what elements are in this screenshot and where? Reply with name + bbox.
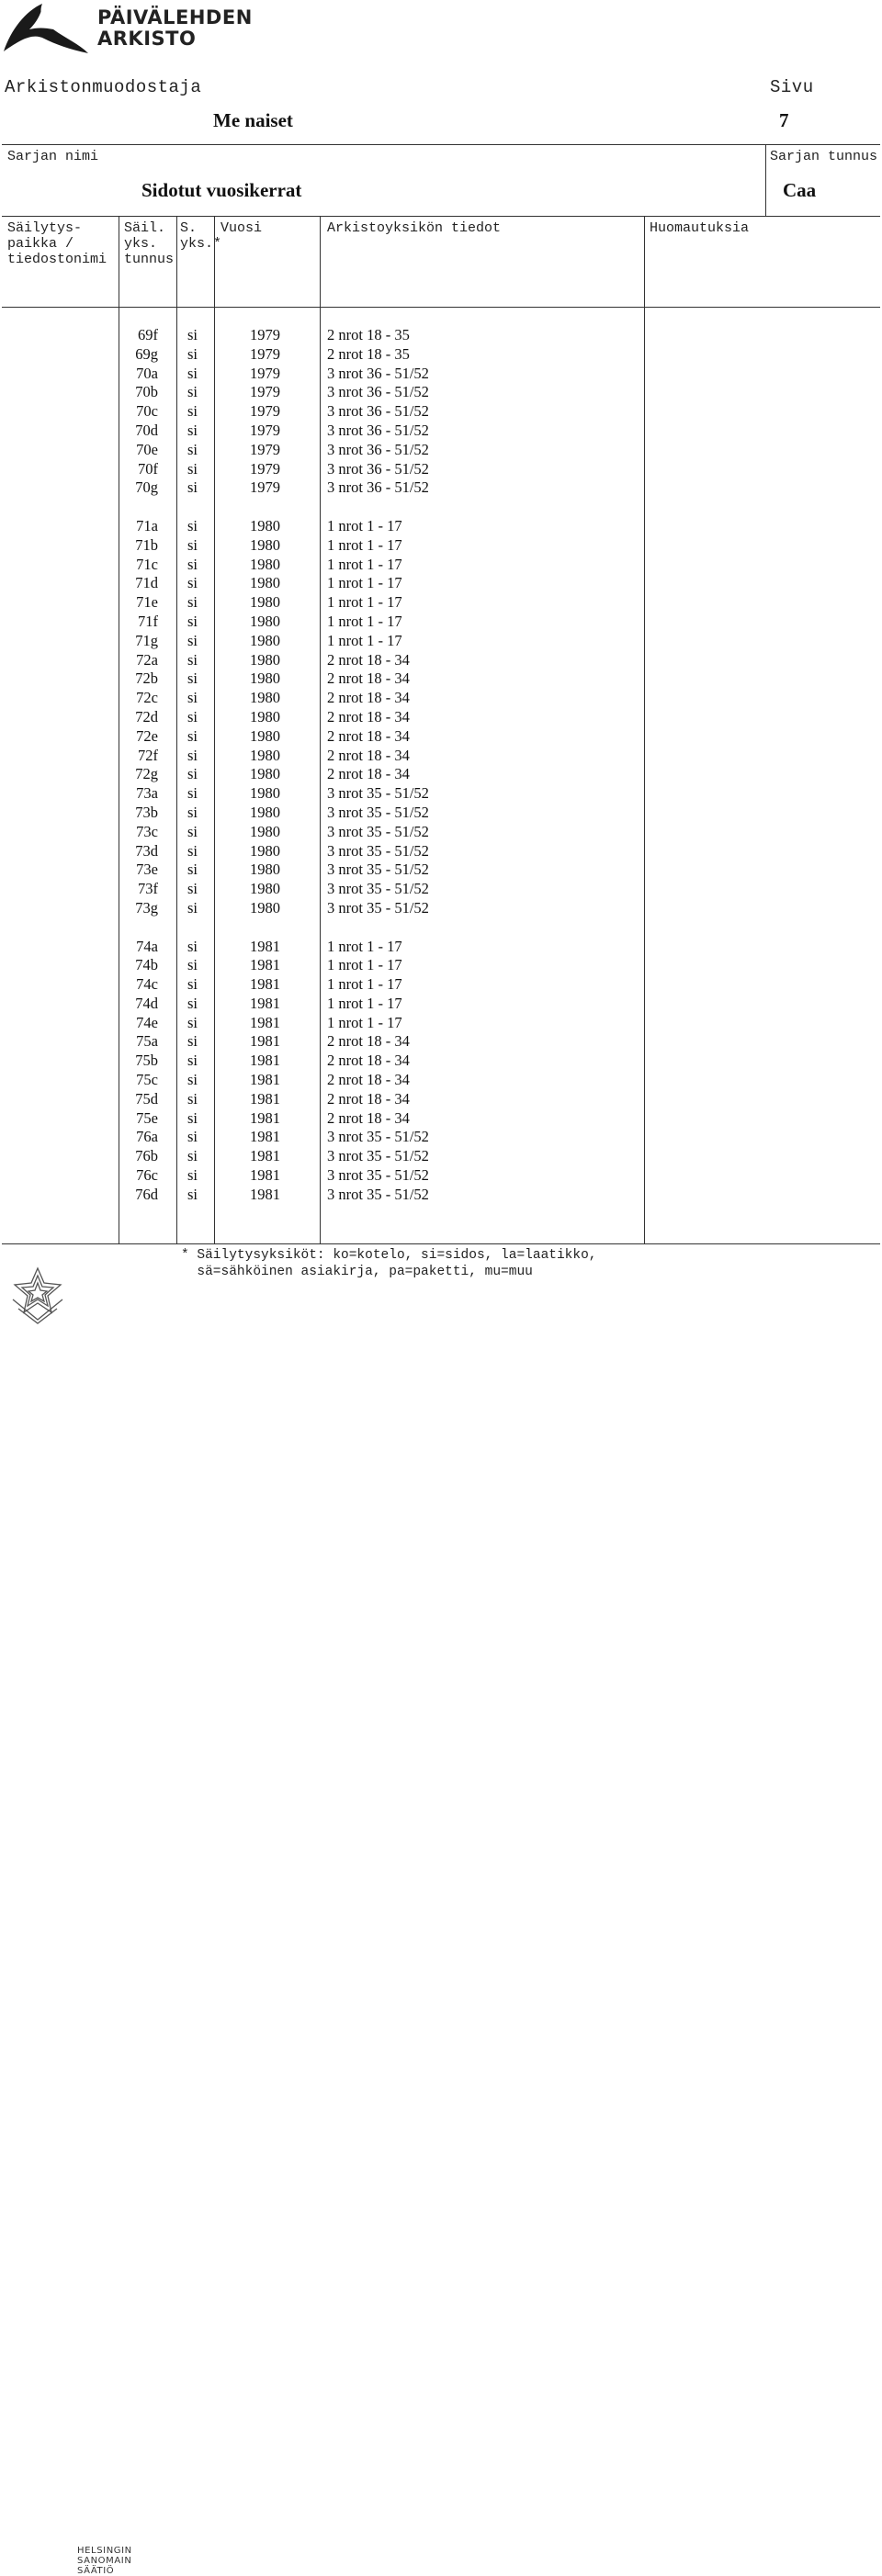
table-row xyxy=(0,326,882,345)
unit-id-cell: 75b xyxy=(135,1052,158,1070)
year-cell: 1980 xyxy=(250,822,280,840)
info-cell: 1 nrot 1 - 17 xyxy=(327,535,402,554)
info-cell: 3 nrot 35 - 51/52 xyxy=(327,861,429,879)
unit-id-cell: 70g xyxy=(135,478,158,497)
unit-id-cell: 74d xyxy=(135,994,158,1012)
info-cell: 3 nrot 35 - 51/52 xyxy=(327,822,429,840)
info-cell: 3 nrot 35 - 51/52 xyxy=(327,880,429,898)
info-cell: 3 nrot 35 - 51/52 xyxy=(327,898,429,917)
unit-type-cell: si xyxy=(187,1052,198,1070)
info-cell: 2 nrot 18 - 34 xyxy=(327,1052,410,1070)
table-row xyxy=(0,383,882,402)
unit-type-cell: si xyxy=(187,1013,198,1031)
table-row xyxy=(0,478,882,498)
table-row xyxy=(0,861,882,880)
unit-id-cell: 69f xyxy=(138,326,158,343)
unit-id-cell: 73b xyxy=(135,803,158,821)
table-row xyxy=(0,804,882,823)
table-row xyxy=(0,823,882,842)
logo-line-1: PÄIVÄLEHDEN xyxy=(97,6,253,28)
info-cell: 2 nrot 18 - 34 xyxy=(327,689,410,707)
info-cell: 3 nrot 36 - 51/52 xyxy=(327,440,429,458)
table-row xyxy=(0,536,882,556)
year-cell: 1981 xyxy=(250,1013,280,1031)
table-row xyxy=(0,651,882,670)
series-name: Sidotut vuosikerrat xyxy=(141,179,302,201)
foundation-logo-text: HELSINGIN SANOMAIN SÄÄTIÖ xyxy=(77,2546,132,2576)
unit-type-cell: si xyxy=(187,975,198,994)
info-cell: 1 nrot 1 - 17 xyxy=(327,994,402,1012)
year-cell: 1981 xyxy=(250,937,280,955)
table-row xyxy=(0,747,882,766)
year-cell: 1980 xyxy=(250,841,280,860)
table-row xyxy=(0,956,882,975)
unit-type-cell: si xyxy=(187,421,198,439)
info-cell: 1 nrot 1 - 17 xyxy=(327,612,402,630)
unit-type-cell: si xyxy=(187,478,198,497)
table-row xyxy=(0,689,882,708)
unit-id-cell: 76a xyxy=(136,1128,158,1146)
info-cell: 3 nrot 35 - 51/52 xyxy=(327,841,429,860)
logo-line-2: ARKISTO xyxy=(97,28,197,50)
series-rule xyxy=(2,216,880,217)
unit-id-cell: 72g xyxy=(135,765,158,783)
unit-id-cell: 74a xyxy=(136,937,158,955)
footnote-line-2: sä=sähköinen asiakirja, pa=paketti, mu=muu xyxy=(181,1265,533,1279)
info-cell: 3 nrot 36 - 51/52 xyxy=(327,478,429,497)
year-cell: 1980 xyxy=(250,746,280,764)
unit-type-cell: si xyxy=(187,841,198,860)
year-cell: 1980 xyxy=(250,803,280,821)
unit-type-cell: si xyxy=(187,459,198,478)
year-cell: 1980 xyxy=(250,669,280,688)
unit-type-cell: si xyxy=(187,669,198,688)
unit-type-cell: si xyxy=(187,861,198,879)
unit-type-cell: si xyxy=(187,822,198,840)
footnote-line-1: * Säilytysyksiköt: ko=kotelo, si=sidos, la=laatikko, xyxy=(181,1248,597,1263)
unit-type-cell: si xyxy=(187,1032,198,1051)
table-row xyxy=(0,1090,882,1109)
info-cell: 1 nrot 1 - 17 xyxy=(327,956,402,974)
unit-type-cell: si xyxy=(187,631,198,649)
table-row xyxy=(0,995,882,1014)
info-cell: 3 nrot 35 - 51/52 xyxy=(327,784,429,803)
unit-id-cell: 75a xyxy=(136,1032,158,1051)
unit-id-cell: 72a xyxy=(136,650,158,669)
unit-id-cell: 73a xyxy=(136,784,158,803)
unit-type-cell: si xyxy=(187,803,198,821)
year-cell: 1979 xyxy=(250,364,280,382)
year-cell: 1981 xyxy=(250,1128,280,1146)
year-cell: 1981 xyxy=(250,1108,280,1127)
row-group xyxy=(0,938,882,1205)
column-header-unit-type: S. yks.* xyxy=(180,220,222,252)
info-cell: 3 nrot 36 - 51/52 xyxy=(327,459,429,478)
archive-logo-icon xyxy=(2,2,90,55)
info-cell: 1 nrot 1 - 17 xyxy=(327,1013,402,1031)
row-group xyxy=(0,326,882,498)
archive-logo-text xyxy=(97,7,253,50)
unit-type-cell: si xyxy=(187,956,198,974)
year-cell: 1980 xyxy=(250,765,280,783)
table-row xyxy=(0,593,882,613)
header-rule xyxy=(2,144,880,145)
table-row xyxy=(0,460,882,479)
unit-id-cell: 74c xyxy=(136,975,158,994)
unit-type-cell: si xyxy=(187,326,198,343)
unit-type-cell: si xyxy=(187,593,198,612)
unit-type-cell: si xyxy=(187,344,198,363)
info-cell: 2 nrot 18 - 34 xyxy=(327,765,410,783)
table-row xyxy=(0,1166,882,1186)
series-code-label: Sarjan tunnus xyxy=(770,149,878,164)
table-row xyxy=(0,899,882,918)
unit-type-cell: si xyxy=(187,937,198,955)
unit-id-cell: 75e xyxy=(136,1108,158,1127)
info-cell: 2 nrot 18 - 35 xyxy=(327,326,410,343)
app-title: Arkistonmuodostaja xyxy=(5,77,202,97)
column-header-rule xyxy=(2,307,880,308)
foundation-logo-icon xyxy=(7,1263,68,1327)
year-cell: 1980 xyxy=(250,574,280,592)
info-cell: 3 nrot 36 - 51/52 xyxy=(327,421,429,439)
info-cell: 3 nrot 35 - 51/52 xyxy=(327,1147,429,1165)
unit-id-cell: 70b xyxy=(135,383,158,401)
year-cell: 1979 xyxy=(250,440,280,458)
info-cell: 2 nrot 18 - 35 xyxy=(327,344,410,363)
unit-type-cell: si xyxy=(187,765,198,783)
year-cell: 1979 xyxy=(250,421,280,439)
table-row xyxy=(0,422,882,441)
year-cell: 1980 xyxy=(250,555,280,573)
year-cell: 1980 xyxy=(250,861,280,879)
unit-type-cell: si xyxy=(187,880,198,898)
series-code: Caa xyxy=(783,179,817,201)
table-row xyxy=(0,784,882,804)
unit-type-cell: si xyxy=(187,746,198,764)
column-header-year: Vuosi xyxy=(220,220,263,236)
unit-type-cell: si xyxy=(187,784,198,803)
year-cell: 1979 xyxy=(250,383,280,401)
info-cell: 1 nrot 1 - 17 xyxy=(327,574,402,592)
unit-id-cell: 71a xyxy=(136,516,158,534)
table-row xyxy=(0,1109,882,1129)
unit-id-cell: 70c xyxy=(136,402,158,421)
unit-id-cell: 73d xyxy=(135,841,158,860)
page-number: 7 xyxy=(779,109,789,131)
unit-id-cell: 73c xyxy=(136,822,158,840)
unit-id-cell: 73e xyxy=(136,861,158,879)
unit-id-cell: 72d xyxy=(135,707,158,726)
unit-id-cell: 69g xyxy=(135,344,158,363)
table-row xyxy=(0,1071,882,1090)
unit-type-cell: si xyxy=(187,383,198,401)
year-cell: 1981 xyxy=(250,1185,280,1203)
info-cell: 2 nrot 18 - 34 xyxy=(327,726,410,745)
table-row xyxy=(0,938,882,957)
unit-type-cell: si xyxy=(187,555,198,573)
info-cell: 2 nrot 18 - 34 xyxy=(327,1089,410,1108)
unit-type-cell: si xyxy=(187,612,198,630)
info-cell: 1 nrot 1 - 17 xyxy=(327,516,402,534)
info-cell: 1 nrot 1 - 17 xyxy=(327,937,402,955)
unit-id-cell: 70d xyxy=(135,421,158,439)
info-cell: 1 nrot 1 - 17 xyxy=(327,631,402,649)
unit-type-cell: si xyxy=(187,1147,198,1165)
table-row xyxy=(0,441,882,460)
year-cell: 1981 xyxy=(250,1089,280,1108)
year-cell: 1980 xyxy=(250,612,280,630)
table-row xyxy=(0,975,882,995)
unit-id-cell: 71f xyxy=(138,612,158,630)
table-row xyxy=(0,1186,882,1205)
year-cell: 1981 xyxy=(250,994,280,1012)
table-body xyxy=(0,326,882,1223)
unit-type-cell: si xyxy=(187,440,198,458)
document-title: Me naiset xyxy=(213,109,293,131)
info-cell: 2 nrot 18 - 34 xyxy=(327,1108,410,1127)
info-cell: 3 nrot 35 - 51/52 xyxy=(327,1185,429,1203)
table-row xyxy=(0,708,882,727)
column-header-unit-id: Säil. yks. tunnus xyxy=(124,220,175,267)
year-cell: 1980 xyxy=(250,535,280,554)
year-cell: 1979 xyxy=(250,344,280,363)
unit-id-cell: 75c xyxy=(136,1071,158,1089)
unit-type-cell: si xyxy=(187,1108,198,1127)
archive-logo xyxy=(2,2,253,55)
table-row xyxy=(0,402,882,422)
table-row xyxy=(0,727,882,747)
unit-id-cell: 73f xyxy=(138,880,158,898)
unit-id-cell: 70a xyxy=(136,364,158,382)
unit-type-cell: si xyxy=(187,689,198,707)
table-row xyxy=(0,842,882,861)
unit-type-cell: si xyxy=(187,402,198,421)
unit-id-cell: 75d xyxy=(135,1089,158,1108)
year-cell: 1981 xyxy=(250,1147,280,1165)
year-cell: 1981 xyxy=(250,1032,280,1051)
info-cell: 3 nrot 36 - 51/52 xyxy=(327,364,429,382)
info-cell: 2 nrot 18 - 34 xyxy=(327,1032,410,1051)
info-cell: 1 nrot 1 - 17 xyxy=(327,593,402,612)
unit-id-cell: 71d xyxy=(135,574,158,592)
column-header-location: Säilytys- paikka / tiedostonimi xyxy=(7,220,107,267)
year-cell: 1980 xyxy=(250,593,280,612)
unit-id-cell: 72e xyxy=(136,726,158,745)
year-cell: 1980 xyxy=(250,689,280,707)
column-header-info: Arkistoyksikön tiedot xyxy=(327,220,502,236)
year-cell: 1980 xyxy=(250,516,280,534)
unit-type-cell: si xyxy=(187,1166,198,1185)
year-cell: 1981 xyxy=(250,1052,280,1070)
row-group xyxy=(0,517,882,918)
unit-id-cell: 71c xyxy=(136,555,158,573)
table-row xyxy=(0,613,882,632)
table-row xyxy=(0,517,882,536)
unit-type-cell: si xyxy=(187,1128,198,1146)
unit-id-cell: 70e xyxy=(136,440,158,458)
info-cell: 1 nrot 1 - 17 xyxy=(327,975,402,994)
year-cell: 1980 xyxy=(250,784,280,803)
info-cell: 2 nrot 18 - 34 xyxy=(327,669,410,688)
unit-id-cell: 74e xyxy=(136,1013,158,1031)
unit-type-cell: si xyxy=(187,994,198,1012)
year-cell: 1979 xyxy=(250,459,280,478)
info-cell: 2 nrot 18 - 34 xyxy=(327,1071,410,1089)
unit-type-cell: si xyxy=(187,574,198,592)
info-cell: 3 nrot 35 - 51/52 xyxy=(327,803,429,821)
table-row xyxy=(0,345,882,365)
year-cell: 1981 xyxy=(250,1166,280,1185)
year-cell: 1980 xyxy=(250,650,280,669)
unit-id-cell: 76d xyxy=(135,1185,158,1203)
table-row xyxy=(0,1014,882,1033)
series-name-label: Sarjan nimi xyxy=(7,149,99,164)
table-row xyxy=(0,1052,882,1071)
footnote xyxy=(181,1247,596,1280)
table-row xyxy=(0,365,882,384)
unit-type-cell: si xyxy=(187,1071,198,1089)
unit-type-cell: si xyxy=(187,535,198,554)
table-row xyxy=(0,632,882,651)
table-row xyxy=(0,574,882,593)
unit-id-cell: 73g xyxy=(135,898,158,917)
unit-id-cell: 72c xyxy=(136,689,158,707)
unit-id-cell: 71e xyxy=(136,593,158,612)
column-header-notes: Huomautuksia xyxy=(650,220,750,236)
year-cell: 1981 xyxy=(250,975,280,994)
unit-type-cell: si xyxy=(187,516,198,534)
table-row xyxy=(0,1128,882,1147)
unit-id-cell: 72f xyxy=(138,746,158,764)
info-cell: 2 nrot 18 - 34 xyxy=(327,650,410,669)
year-cell: 1980 xyxy=(250,707,280,726)
table-row xyxy=(0,880,882,899)
info-cell: 3 nrot 35 - 51/52 xyxy=(327,1128,429,1146)
unit-id-cell: 76c xyxy=(136,1166,158,1185)
unit-type-cell: si xyxy=(187,650,198,669)
info-cell: 3 nrot 35 - 51/52 xyxy=(327,1166,429,1185)
year-cell: 1981 xyxy=(250,1071,280,1089)
unit-id-cell: 71b xyxy=(135,535,158,554)
year-cell: 1980 xyxy=(250,880,280,898)
unit-type-cell: si xyxy=(187,898,198,917)
page-label: Sivu xyxy=(770,77,814,97)
info-cell: 3 nrot 36 - 51/52 xyxy=(327,383,429,401)
table-row xyxy=(0,1147,882,1166)
table-bottom-rule xyxy=(2,1243,880,1244)
year-cell: 1980 xyxy=(250,631,280,649)
year-cell: 1981 xyxy=(250,956,280,974)
year-cell: 1979 xyxy=(250,326,280,343)
unit-id-cell: 76b xyxy=(135,1147,158,1165)
year-cell: 1980 xyxy=(250,898,280,917)
unit-id-cell: 71g xyxy=(135,631,158,649)
unit-type-cell: si xyxy=(187,726,198,745)
info-cell: 1 nrot 1 - 17 xyxy=(327,555,402,573)
info-cell: 2 nrot 18 - 34 xyxy=(327,707,410,726)
unit-id-cell: 72b xyxy=(135,669,158,688)
table-row xyxy=(0,765,882,784)
table-row xyxy=(0,556,882,575)
unit-type-cell: si xyxy=(187,1089,198,1108)
unit-id-cell: 74b xyxy=(135,956,158,974)
info-cell: 2 nrot 18 - 34 xyxy=(327,746,410,764)
year-cell: 1979 xyxy=(250,402,280,421)
year-cell: 1980 xyxy=(250,726,280,745)
series-divider xyxy=(765,144,766,216)
info-cell: 3 nrot 36 - 51/52 xyxy=(327,402,429,421)
year-cell: 1979 xyxy=(250,478,280,497)
table-row xyxy=(0,1032,882,1052)
unit-type-cell: si xyxy=(187,364,198,382)
unit-type-cell: si xyxy=(187,707,198,726)
unit-id-cell: 70f xyxy=(138,459,158,478)
unit-type-cell: si xyxy=(187,1185,198,1203)
table-row xyxy=(0,669,882,689)
foundation-logo xyxy=(7,1263,145,2576)
